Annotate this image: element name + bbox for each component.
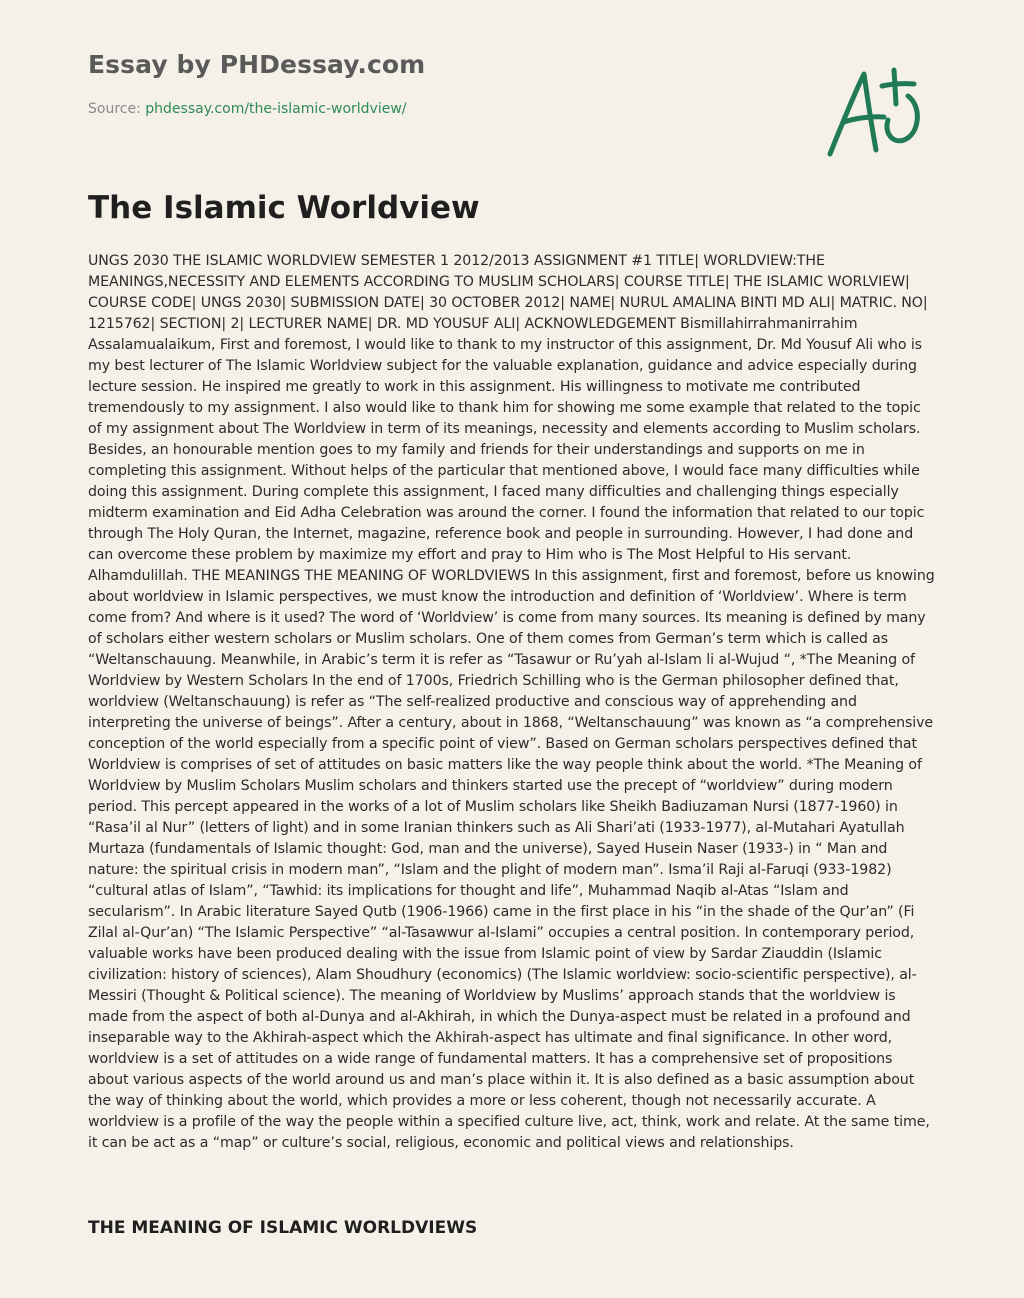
source-line [88, 101, 788, 117]
source-label: Source: [88, 101, 146, 117]
essay-title: The Islamic Worldview [88, 190, 480, 226]
source-link[interactable]: phdessay.com/the-islamic-worldview/ [145, 101, 407, 117]
essay-body: UNGS 2030 THE ISLAMIC WORLDVIEW SEMESTER 1 2012/2013 ASSIGNMENT #1 TITLE| WORLDVIEW:THE MEANINGS,NECESSITY AND ELEMENTS ACCORDING TO MUSLIM SCHOLARS| COURSE TITLE| THE ISLAMIC WORLVIEW| COURSE CODE| UNGS 2030| SUBMISSION DATE| 30 OCTOBER 2012| NAME| NURUL AMALINA BINTI MD ALI| MATRIC. NO| 1215762| SECTION| 2| LECTURER NAME| DR. MD YOUSUF ALI| ACKNOWLEDGEMENT Bismillahirrahmanirrahim Assalamualaikum, First and foremost, I would like to thank to my instructor of this assignment, Dr. Md Yousuf Ali who is my best lecturer of The Islamic Worldview subject for the valuable explanation, guidance and advice especially during lecture session. He inspired me greatly to work in this assignment. His willingness to motivate me contributed tremendously to my assignment. I also would like to thank him for showing me some example that related to the topic of my assignment about The Worldview in term of its meanings, necessity and elements according to Muslim scholars. Besides, an honourable mention goes to my family and friends for their understandings and supports on me in completing this assignment. Without helps of the particular that mentioned above, I would face many difficulties while doing this assignment. During complete this assignment, I faced many difficulties and challenging things especially midterm examination and Eid Adha Celebration was around the corner. I found the information that related to our topic through The Holy Quran, the Internet, magazine, reference book and people in surrounding. However, I had done and can overcome these problem by maximize my effort and pray to Him who is The Most Helpful to His servant. Alhamdulillah. THE MEANINGS THE MEANING OF WORLDVIEWS In this assignment, first and foremost, before us knowing about worldview in Islamic perspectives, we must know the introduction and definition of ‘Worldview’. Where is term come from? And where is it used? The word of ‘Worldview’ is come from many sources. Its meaning is defined by many of scholars either western scholars or Muslim scholars. One of them comes from German’s term which is called as “Weltanschauung. Meanwhile, in Arabic’s term it is refer as “Tasawur or Ru’yah al-Islam li al-Wujud “, *The Meaning of Worldview by Western Scholars In the end of 1700s, Friedrich Schilling who is the German philosopher defined that, worldview (Weltanschauung) is refer as “The self-realized productive and conscious way of apprehending and interpreting the universe of beings”. After a century, about in 1868, “Weltanschauung” was known as “a comprehensive conception of the world especially from a specific point of view”. Based on German scholars perspectives defined that Worldview is comprises of set of attitudes on basic matters like the way people think about the world. *The Meaning of Worldview by Muslim Scholars Muslim scholars and thinkers started use the precept of “worldview” during modern period. This percept appeared in the works of a lot of Muslim scholars like Sheikh Badiuzaman Nursi (1877-1960) in “Rasa’il al Nur” (letters of light) and in some Iranian thinkers such as Ali Shari’ati (1933-1977), al-Mutahari Ayatullah Murtaza (fundamentals of Islamic thought: God, man and the universe), Sayed Husein Naser (1933-) in “ Man and nature: the spiritual crisis in modern man”, “Islam and the plight of modern man”. Isma’il Raji al-Faruqi (933-1982) “cultural atlas of Islam”, “Tawhid: its implications for thought and life”, Muhammad Naqib al-Atas “Islam and secularism”. In Arabic literature Sayed Qutb (1906-1966) came in the first place in his “in the shade of the Qur’an” (Fi Zilal al-Qur’an) “The Islamic Perspective” “al-Tasawwur al-Islami” occupies a central position. In contemporary period, valuable works have been produced dealing with the issue from Islamic point of view by Sardar Ziauddin (Islamic civilization: history of sciences), Alam Shoudhury (economics) (The Islamic worldview: socio-scientific perspective), al-Messiri (Thought & Political science). The meaning of Worldview by Muslims’ approach stands that the worldview is made from the aspect of both al-Dunya and al-Akhirah, in which the Dunya-aspect must be related in a profound and inseparable way to the Akhirah-aspect which the Akhirah-aspect has ultimate and final significance. In other word, worldview is a set of attitudes on a wide range of fundamental matters. It has a comprehensive set of propositions about various aspects of the world around us and man’s place within it. It is also defined as a basic assumption about the way of thinking about the world, which provides a more or less coherent, though not necessarily accurate. A worldview is a profile of the way the people within a specified culture live, act, think, work and relate. At the same time, it can be act as a “map” or culture’s social, religious, economic and political views and relationships. [88, 253, 935, 1151]
section-heading: THE MEANING OF ISLAMIC WORLDVIEWS [88, 1218, 478, 1238]
page-header [88, 50, 788, 117]
site-brand[interactable]: Essay by PHDessay.com [88, 50, 426, 79]
a-plus-icon [820, 62, 930, 162]
